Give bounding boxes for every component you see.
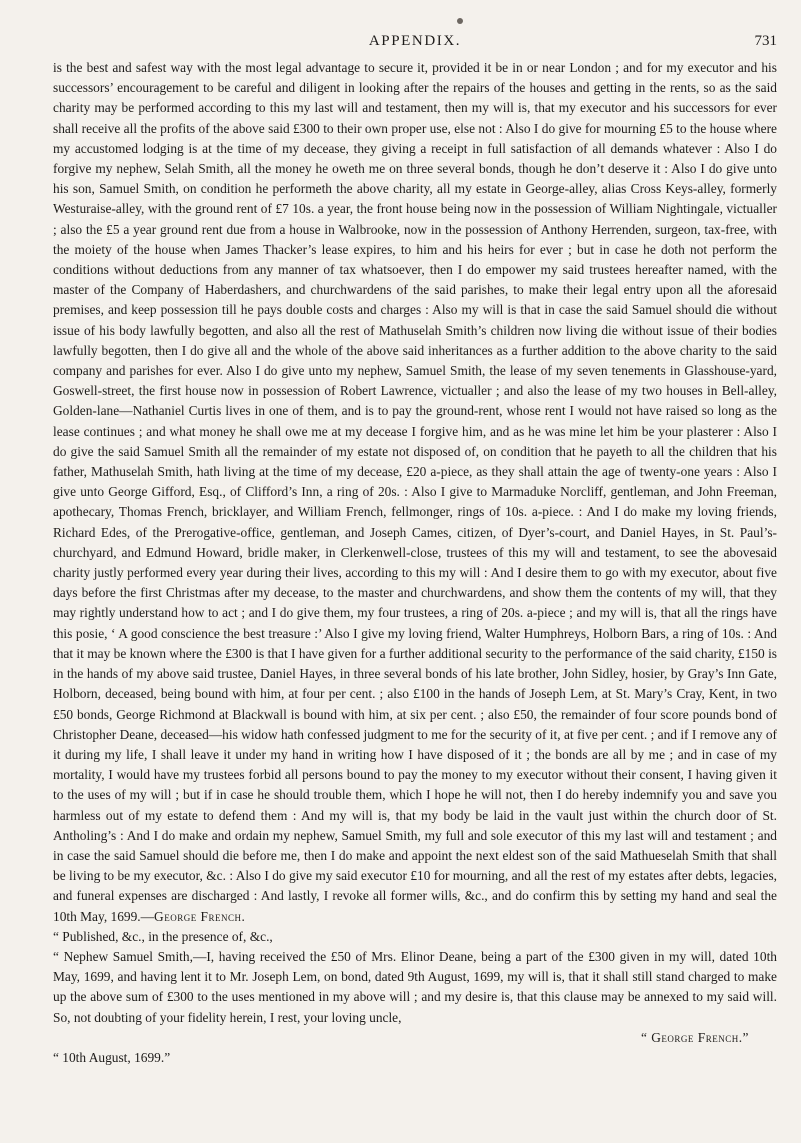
page-number: 731 <box>754 33 777 49</box>
print-mark <box>457 18 463 24</box>
page-header <box>53 18 777 58</box>
will-paragraph <box>53 58 777 927</box>
letter-signature: “ George French.” <box>640 1029 749 1045</box>
letter-date: “ 10th August, 1699.” <box>53 1049 171 1065</box>
published-line: “ Published, &c., in the presence of, &c., <box>53 928 273 944</box>
letter-paragraph: “ Nephew Samuel Smith,—I, having received the £50 of Mrs. Elinor Deane, being a part of the £300 given in my will, dated 10th May, 1699, and having lent it to Mr. Joseph Lem, on bond, dated 9th August, 1699, my will is, that it shall still stand charged to make up the above sum of £300 to the uses mentioned in my above will ; and my desire is, that this clause may be annexed to my said will. So, not doubting of your fidelity herein, I rest, your loving uncle, <box>53 948 777 1025</box>
body-text <box>53 58 777 1068</box>
will-signature: George French. <box>154 908 246 924</box>
running-title: APPENDIX. <box>368 33 462 49</box>
will-text: is the best and safest way with the most legal advantage to secure it, provided it be in or near London ; and for my executor and his successors’ encouragement to be careful and diligent in looking after the repairs of the houses and getting in the rents, so as the said charity may be performed according to this my last will and testament, then my will is, that my executor and his successors for ever shall receive all the profits of the above said £300 to their own proper use, else not : Also I do give for mourning £5 to the house where my accustomed lodging is at the time of my decease, they giving a receipt in full satisfaction of all demands whatever : Also I do forgive my nephew, Selah Smith, all the money he oweth me on three several bonds, though he don’t deserve it : Also I do give unto his son, Samuel Smith, on condition he performeth the above charity, all my estate in George-alley, alias Cross Keys-alley, formerly Westuraise-alley, with the ground rent of £7 10s. a year, the front house being now in the possession of William Nightingale, victualler ; also the £5 a year ground rent due from a house in Walbrooke, now in the possession of Anthony Herrenden, surgeon, tax-free, with the moiety of the house when James Thacker’s lease expires, to him and his heirs for ever ; but in case he doth not perform the conditions without deductions from any manner of tax whatsoever, then I do empower my said trustees hereafter named, with the master of the Company of Haberdashers, and churchwardens of the said parishes, to make their legal entry upon all the aforesaid premises, and keep possession till he pays double costs and charges : Also my will is that in case the said Samuel should die without issue of his body lawfully begotten, and also all the rest of Mathuselah Smith’s children now living die without issue of their bodies lawfully begotten, then I do give all and the whole of the above said inheritances as a further addition to the above charity to the said company and parishes for ever. Also I do give unto my nephew, Samuel Smith, the lease of my seven tenements in Glasshouse-yard, Goswell-street, the first house now in possession of Robert Lawrence, victualler ; and also the lease of my two houses in Bell-alley, Golden-lane—Nathaniel Curtis lives in one of them, and is to pay the ground-rent, whose rent I would not have raised so long as the lease continues ; and what money he shall owe me at my decease I forgive him, and as he was mine let him be your plasterer : Also I do give the said Samuel Smith all the remainder of my estate not disposed of, on condition that he payeth to all the children that his father, Mathuselah Smith, hath living at the time of my decease, £20 a-piece, as they shall attain the age of twenty-one years : Also I give unto George Gifford, Esq., of Clifford’s Inn, a ring of 20s. : Also I give to Marmaduke Norcliff, gentleman, and John Freeman, apothecary, Thomas French, bricklayer, and William French, fellmonger, rings of 10s. a-piece. : And I do make my loving friends, Richard Edes, of the Prerogative-office, gentleman, and Joseph Cames, citizen, of Dyer’s-court, and Daniel Hayes, in St. Paul’s-churchyard, and Edmund Howard, bridle maker, in Clerkenwell-close, trustees of this my will and testament, to see the abovesaid charity justly performed every year during their lives, according to this my will : And I desire them to go with my executor, about five days before the first Christmas after my decease, to the master and churchwardens, and show them the contents of my will, that they may rightly understand how to act ; and I do give them, my four trustees, a ring of 20s. a-piece ; and my will is, that all the rings have this posie, ‘ A good conscience the best treasure :’ Also I give my loving friend, Walter Humphreys, Holborn Bars, a ring of 10s. : And that it may be known where the £300 is that I have given for a further additional security to the performance of the said charity, £150 is in the hands of my above said trustee, Daniel Hayes, in three several bonds of his late brother, John Sidley, hosier, by Gray’s Inn Gate, Holborn, deceased, being bound with him, at four per cent. ; also £100 in the hands of Joseph Lem, at St. Mary’s Cray, Kent, in two £50 bonds, George Richmond at Blackwall is bound with him, at six per cent. ; also £50, the remainder of four score pounds bond of Christopher Deane, deceased—his widow hath confessed judgment to me for the security of it, at five per cent. ; and if I remove any of it during my life, I shall leave it under my hand in writing how I have disposed of it ; the bonds are all by me ; and in case of my mortality, I would have my trustees forbid all persons bound to pay the money to my executor without their consent, I having given it to the uses of my will ; but if in case he should trouble them, which I hope he will not, then I do hereby indemnify you and save you harmless out of my estate to defend them : And my will is, that my body be laid in the vault just within the church door of St. Antholing’s : And I do make and ordain my nephew, Samuel Smith, my full and sole executor of this my last will and testament ; and in case the said Samuel should die before me, then I do make and appoint the next eldest son of the said Mathueselah Smith that shall be living to be my executor, &c. : Also I do give my said executor £10 for mourning, and all the rest of my estates after debts, legacies, and funeral expenses are discharged : And lastly, I revoke all former wills, &c., and do confirm this by setting my hand and seal the 10th May, 1699.— <box>53 60 777 924</box>
